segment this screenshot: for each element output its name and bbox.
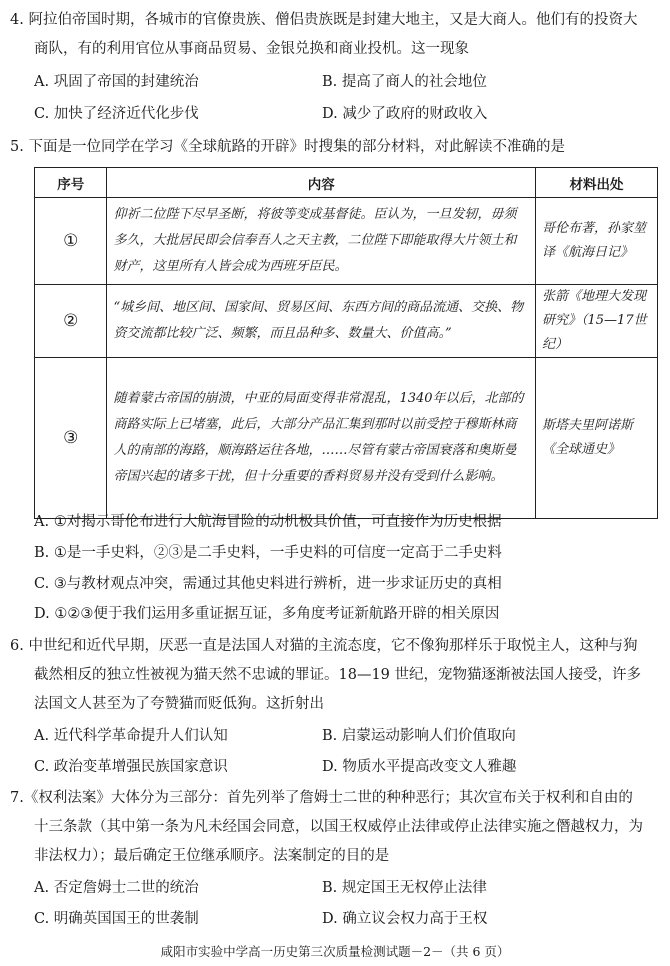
row-source: 斯塔夫里阿诺斯《全球通史》 — [536, 358, 658, 519]
q6-stem-line-1: 6. 中世纪和近代早期，厌恶一直是法国人对猫的主流态度，它不像狗那样乐于取悦主人，这种与狗 — [10, 638, 638, 654]
page-footer: 咸阳市实验中学高一历史第三次质量检测试题－2－（共 6 页） — [160, 944, 510, 959]
q6-option-c: C. 政治变革增强民族国家意识 — [34, 759, 228, 775]
row-seq: ① — [35, 198, 107, 285]
row-seq: ② — [35, 285, 107, 358]
table-row — [35, 285, 658, 358]
q7-stem-line-1: 7.《权利法案》大体分为三部分：首先列举了詹姆士二世的种种恶行；其次宣布关于权利和自由的 — [10, 790, 633, 806]
q5-option-b: B. ①是一手史料，②③是二手史料，一手史料的可信度一定高于二手史料 — [34, 545, 502, 561]
q7-option-a: A. 否定詹姆士二世的统治 — [34, 880, 199, 896]
q6-option-b: B. 启蒙运动影响人们价值取向 — [322, 728, 516, 744]
q6-option-d: D. 物质水平提高改变文人雅趣 — [322, 759, 517, 775]
q4-option-c: C. 加快了经济近代化步伐 — [34, 106, 199, 122]
row-content: 仰祈二位陛下尽早圣断，将彼等变成基督徒。臣认为，一旦发轫，毋须多久，大批居民即会信奉吾人之天主教，二位陛下即能取得大片领土和财产，这里所有人皆会成为西班牙臣民。 — [107, 198, 536, 285]
q7-option-c: C. 明确英国国王的世袭制 — [34, 911, 199, 927]
q5-stem: 5. 下面是一位同学在学习《全球航路的开辟》时搜集的部分材料，对此解读不准确的是 — [10, 139, 565, 155]
header-seq: 序号 — [35, 168, 107, 198]
q7-stem-line-2: 十三条款（其中第一条为凡未经国会同意，以国王权威停止法律或停止法律实施之僭越权力，为 — [34, 819, 643, 835]
q7-stem-line-3: 非法权力）；最后确定王位继承顺序。法案制定的目的是 — [34, 848, 390, 864]
row-seq: ③ — [35, 358, 107, 519]
q4-stem-line-1: 4. 阿拉伯帝国时期，各城市的官僚贵族、僧侣贵族既是封建大地主，又是大商人。他们有的投资大 — [10, 12, 638, 28]
row-content: “城乡间、地区间、国家间、贸易区间、东西方间的商品流通、交换、物资交流都比较广泛、频繁，而且品种多、数量大、价值高。” — [107, 285, 536, 358]
q5-option-d: D. ①②③便于我们运用多重证据互证，多角度考证新航路开辟的相关原因 — [34, 606, 500, 622]
q6-stem-line-2: 截然相反的独立性被视为猫天然不忠诚的罪证。18—19 世纪，宠物猫逐渐被法国人接受，许多 — [34, 667, 642, 683]
q7-option-b: B. 规定国王无权停止法律 — [322, 880, 487, 896]
source-material-table — [34, 167, 658, 519]
q4-option-d: D. 减少了政府的财政收入 — [322, 106, 488, 122]
row-source: 哥伦布著，孙家堃译《航海日记》 — [536, 198, 658, 285]
q5-option-c: C. ③与教材观点冲突，需通过其他史料进行辨析，进一步求证历史的真相 — [34, 576, 502, 592]
table-row — [35, 358, 658, 519]
q4-option-a: A. 巩固了帝国的封建统治 — [34, 74, 199, 90]
row-source: 张箭《地理大发现研究》（15—17世纪） — [536, 285, 658, 358]
q5-option-a: A. ①对揭示哥伦布进行大航海冒险的动机极具价值，可直接作为历史根据 — [34, 514, 502, 530]
header-source: 材料出处 — [536, 168, 658, 198]
q7-option-d: D. 确立议会权力高于王权 — [322, 911, 488, 927]
q6-stem-line-3: 法国文人甚至为了夸赞猫而贬低狗。这折射出 — [34, 696, 324, 712]
q4-option-b: B. 提高了商人的社会地位 — [322, 74, 487, 90]
table-header-row — [35, 168, 658, 198]
q4-stem-line-2: 商队，有的利用官位从事商品贸易、金银兑换和商业投机。这一现象 — [34, 41, 469, 57]
row-content: 随着蒙古帝国的崩溃，中亚的局面变得非常混乱，1340年以后，北部的商路实际上已堵塞，此后，大部分产品汇集到那时以前受控于穆斯林商人的南部的海路，顺海路运往各地，……尽管有蒙古帝国衰落和奥斯曼帝国兴起的诸多干扰，但十分重要的香料贸易并没有受到什么影响。 — [107, 358, 536, 519]
header-content: 内容 — [107, 168, 536, 198]
table-row — [35, 198, 658, 285]
q6-option-a: A. 近代科学革命提升人们认知 — [34, 728, 228, 744]
